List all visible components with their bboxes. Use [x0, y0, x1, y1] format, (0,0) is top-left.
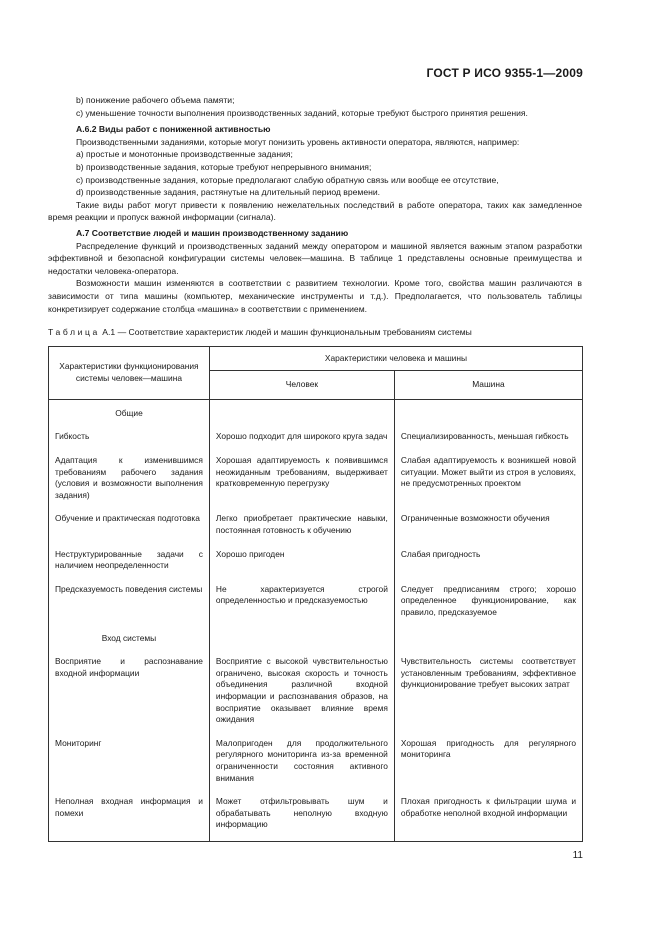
- body-text: [48, 94, 582, 842]
- human-cell: Восприятие с высокой чувствительностью ограничено, высокая скорость и точность объединения различной входной информации и распознавания образов, на восприятие оказывает влияние время ожидания: [209, 650, 394, 732]
- table-row: [49, 449, 583, 507]
- table-row: [49, 425, 583, 449]
- machine-cell: Слабая адаптируемость к возникшей новой ситуации. Может выйти из строя в условиях, не предусмотренных проектом: [394, 449, 582, 507]
- feature-cell: Неструктурированные задачи с наличием неопределенности: [49, 543, 210, 578]
- machine-cell: Хорошая пригодность для регулярного мониторинга: [394, 732, 582, 790]
- list-item: b) понижение рабочего объема памяти;: [76, 95, 235, 105]
- standard-header: ГОСТ Р ИСО 9355-1—2009: [426, 66, 583, 80]
- feature-cell: Адаптация к изменившимся требованиям рабочего задания (условия и возможности выполнения задания): [49, 449, 210, 507]
- human-cell: Легко приобретает практические навыки, постоянная готовность к обучению: [209, 507, 394, 542]
- feature-cell: Неполная входная информация и помехи: [49, 790, 210, 835]
- machine-cell: Чувствительность системы соответствует установленным требованиям, эффективное функционирование требует высоких затрат: [394, 650, 582, 732]
- feature-cell: Предсказуемость поведения системы: [49, 578, 210, 625]
- page-number: 11: [572, 850, 583, 861]
- section-title: Общие: [49, 399, 210, 425]
- machine-cell: Плохая пригодность к фильтрации шума и обработке неполной входной информации: [394, 790, 582, 835]
- human-cell: Хорошая адаптируемость к появившимся неожиданным требованиям, выдерживает кратковременную перегрузку: [209, 449, 394, 507]
- machine-cell: Специализированность, меньшая гибкость: [394, 425, 582, 449]
- human-cell: Не характеризуется строгой определенностью и предсказуемостью: [209, 578, 394, 625]
- section-heading-a62: А.6.2 Виды работ с пониженной активностью: [76, 124, 271, 135]
- table-row: [49, 650, 583, 732]
- human-cell: Малопригоден для продолжительного регулярного мониторинга из-за временной ограниченности состояния активного внимания: [209, 732, 394, 790]
- list-item: a) простые и монотонные производственные задания;: [76, 149, 293, 160]
- list-item: c) уменьшение точности выполнения производственных заданий, которые требуют быстрого принятия решения.: [76, 107, 528, 118]
- human-cell: Может отфильтровывать шум и обрабатывать неполную входную информацию: [209, 790, 394, 835]
- machine-cell: Ограниченные возможности обучения: [394, 507, 582, 542]
- table-body-general: [49, 399, 583, 624]
- paragraph: Возможности машин изменяются в соответствии с развитием технологии. Кроме того, свойства машин различаются в зависимости от типа машины (компьютер, механические инструменты и т.д.). Предполагается, что пользователь таблицы конкретизирует содержание столбца «машина» в соответствии с применением.: [48, 278, 582, 314]
- human-cell: Хорошо пригоден: [209, 543, 394, 578]
- human-cell: Хорошо подходит для широкого круга задач: [209, 425, 394, 449]
- column-header-machine: Машина: [394, 371, 582, 400]
- table-caption: [48, 326, 582, 339]
- feature-cell: Мониторинг: [49, 732, 210, 790]
- table-row: [49, 732, 583, 790]
- table-body-input: [49, 625, 583, 842]
- section-title: Вход системы: [49, 625, 210, 651]
- column-header-feature: Характеристики функционирования системы человек—машина: [49, 346, 210, 399]
- comparison-table: [48, 346, 583, 842]
- table-caption-prefix: Таблица: [48, 327, 100, 338]
- table-row: [49, 578, 583, 625]
- section-heading-a7: А.7 Соответствие людей и машин производственному заданию: [76, 227, 349, 238]
- table-row: [49, 790, 583, 835]
- table-row: [49, 543, 583, 578]
- list-item: d) производственные задания, растянутые на длительный период времени.: [76, 187, 381, 198]
- feature-cell: Гибкость: [49, 425, 210, 449]
- machine-cell: Следует предписаниям строго; хорошо определенное функционирование, как правило, предсказуемое: [394, 578, 582, 625]
- feature-cell: Восприятие и распознавание входной информации: [49, 650, 210, 732]
- feature-cell: Обучение и практическая подготовка: [49, 507, 210, 542]
- table-row: [49, 507, 583, 542]
- paragraph: Такие виды работ могут привести к появлению нежелательных последствий в работе оператора, таких как замедленное время реакции и пропуск важной информации (сигнала).: [48, 199, 582, 223]
- list-item: c) производственные задания, которые предполагают слабую обратную связь или вообще ее отсутствие,: [76, 174, 499, 185]
- table-caption-text: А.1 — Соответствие характеристик людей и машин функциональным требованиям системы: [99, 327, 472, 338]
- column-header-human: Человек: [209, 371, 394, 400]
- column-group-header: Характеристики человека и машины: [209, 346, 582, 371]
- paragraph: Производственными заданиями, которые могут понизить уровень активности оператора, являются, например:: [76, 136, 520, 147]
- list-item: b) производственные задания, которые требуют непрерывного внимания;: [76, 161, 372, 172]
- paragraph: Распределение функций и производственных заданий между оператором и машиной является важным этапом разработки эффективной и безопасной конфигурации системы человек—машина. В таблице 1 представлены основные преимущества и недостатки человека-оператора.: [48, 240, 582, 276]
- machine-cell: Слабая пригодность: [394, 543, 582, 578]
